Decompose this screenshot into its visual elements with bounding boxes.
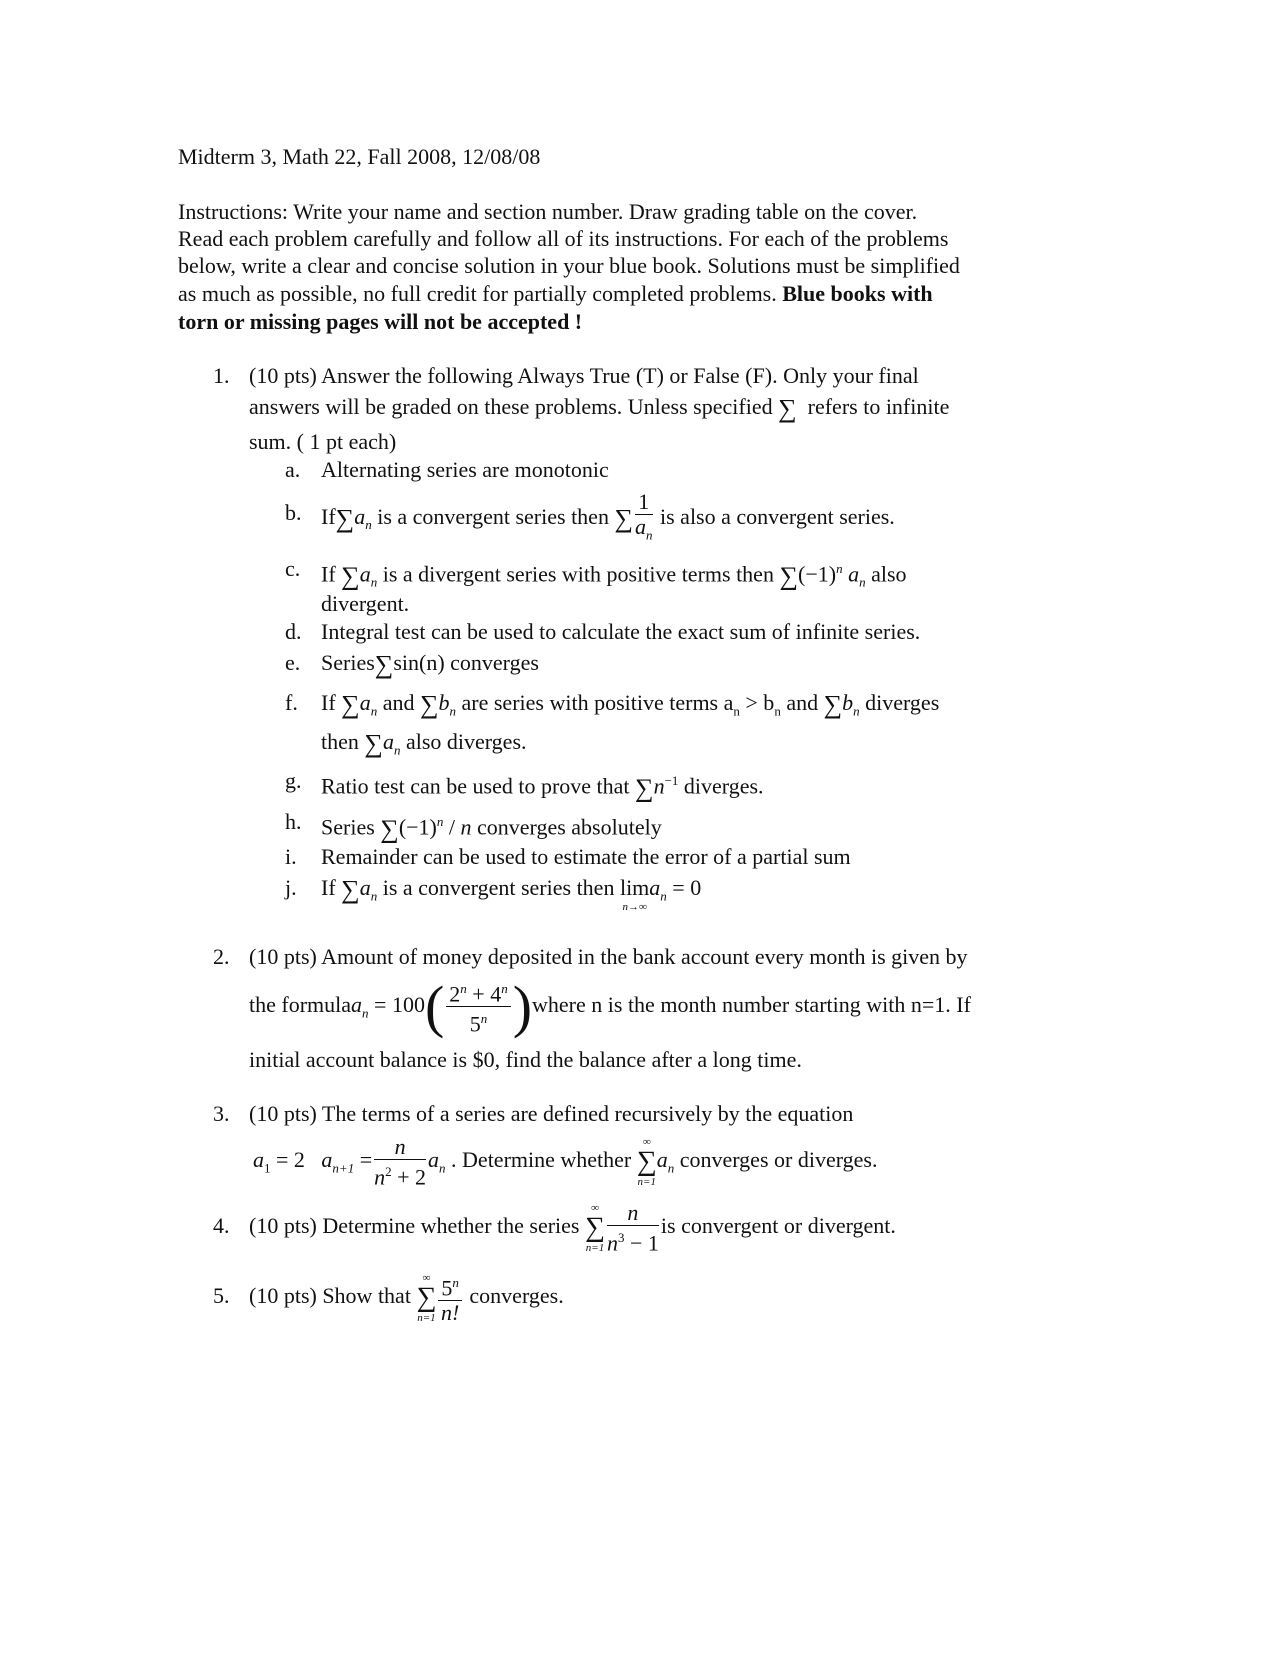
text: as much as possible, no full credit for partially completed problems. <box>178 281 783 306</box>
fraction <box>374 1135 426 1189</box>
text: also diverges. <box>405 729 527 754</box>
sigma-symbol: ∑ <box>636 1145 657 1177</box>
var: a <box>656 1147 668 1172</box>
text: > b <box>739 690 775 715</box>
var: n <box>606 1230 618 1256</box>
sigma-symbol: ∑ <box>635 773 654 803</box>
text: = 2 <box>276 1147 305 1172</box>
problem-number: 1. <box>213 363 230 388</box>
var: n <box>646 527 653 543</box>
problem-text <box>249 1196 896 1256</box>
text: is a convergent series then <box>377 503 609 529</box>
denominator <box>607 1226 659 1255</box>
denominator <box>446 1007 510 1036</box>
text: are series with positive terms a <box>461 690 734 715</box>
sigma-symbol: ∑ <box>419 690 439 719</box>
text: the formula <box>249 992 352 1017</box>
text: then <box>321 729 359 754</box>
var: n <box>853 703 860 719</box>
var: n <box>436 814 444 829</box>
var: a <box>848 561 860 587</box>
n: + 4 <box>466 981 502 1007</box>
item-label: a. <box>285 457 301 482</box>
var: a <box>321 1147 333 1172</box>
var: a <box>253 1147 264 1172</box>
text: converges. <box>469 1283 564 1308</box>
problem-number: 3. <box>213 1101 230 1126</box>
text: diverges <box>865 690 940 715</box>
sigma-symbol: ∑ <box>585 1211 605 1243</box>
problem-formula-line <box>253 1132 877 1196</box>
exponent: −1 <box>664 773 679 788</box>
text: refers to infinite <box>807 394 950 419</box>
text: diverges. <box>683 773 764 799</box>
lim-sub: n→∞ <box>622 901 647 913</box>
lower: n=1 <box>585 1241 605 1254</box>
denominator <box>374 1160 426 1189</box>
var: n <box>501 981 508 997</box>
sigma-symbol: ∑ <box>614 503 633 533</box>
sigma-symbol: ∑ <box>823 690 843 719</box>
item-label: f. <box>285 690 298 715</box>
eq: = <box>359 1147 373 1172</box>
var: a <box>359 875 371 900</box>
problem-text: (10 pts) The terms of a series are defined recursively by the equation <box>249 1101 854 1126</box>
text: If <box>321 690 336 715</box>
problem-text: (10 pts) Amount of money deposited in the bank account every month is given by <box>249 944 968 969</box>
var: n <box>393 742 401 758</box>
numerator <box>607 1201 659 1226</box>
text: = 0 <box>672 875 702 900</box>
item-i: Remainder can be used to estimate the error of a partial sum <box>321 844 851 869</box>
page-title: Midterm 3, Math 22, Fall 2008, 12/08/08 <box>178 144 541 169</box>
fraction <box>446 977 510 1037</box>
item-label: g. <box>285 768 302 793</box>
sigma-symbol: ∑ <box>341 690 360 719</box>
sigma-symbol: ∑ <box>779 561 798 591</box>
fraction <box>635 490 653 547</box>
sub: n <box>733 703 740 719</box>
sigma-symbol: ∑ <box>380 814 399 844</box>
item-g <box>321 769 764 803</box>
paren: ( <box>424 973 445 1039</box>
item-a: Alternating series are monotonic <box>321 457 609 482</box>
sub: n+1 <box>332 1160 355 1176</box>
lower: n=1 <box>417 1311 436 1324</box>
sigma-symbol: ∑ <box>416 1281 437 1313</box>
var: n <box>660 888 667 904</box>
numerator <box>446 977 510 1007</box>
item-f-cont <box>321 730 527 762</box>
var: n <box>370 703 378 719</box>
sigma-symbol: ∑ <box>374 650 394 679</box>
text: converges <box>450 650 539 675</box>
problem-text: initial account balance is $0, find the balance after a long time. <box>249 1047 802 1072</box>
sum <box>585 1201 605 1255</box>
text: (10 pts) Determine whether the series <box>249 1213 580 1238</box>
instructions-line: Read each problem carefully and follow all of its instructions. For each of the problems <box>178 226 949 251</box>
text: Series <box>321 650 375 675</box>
text: also <box>871 561 907 587</box>
d: 5 <box>469 1011 481 1037</box>
var: n <box>362 1005 369 1021</box>
sum <box>416 1271 436 1325</box>
problem-text: sum. ( 1 pt each) <box>249 429 397 454</box>
numerator <box>438 1271 462 1301</box>
text: where n is the month number starting with n=1. If <box>532 992 971 1017</box>
item-label: h. <box>285 809 302 834</box>
var: a <box>351 992 363 1017</box>
item-c-cont: divergent. <box>321 591 410 616</box>
text: is also a convergent series. <box>660 503 895 529</box>
upper: ∞ <box>422 1271 431 1284</box>
instructions-line <box>178 310 582 334</box>
problem-number: 5. <box>213 1283 230 1308</box>
sigma-symbol: ∑ <box>335 503 355 533</box>
item-e <box>321 651 539 677</box>
expr: (−1) <box>798 561 837 587</box>
item-label: d. <box>285 619 302 644</box>
var: n <box>460 981 467 997</box>
numerator <box>374 1135 426 1160</box>
text: is convergent or divergent. <box>660 1213 896 1238</box>
item-label: c. <box>285 556 301 581</box>
var: a <box>359 690 371 715</box>
text: . Determine whether <box>451 1147 632 1172</box>
lim: lim <box>619 875 650 900</box>
var: n <box>460 814 472 840</box>
var: n <box>370 888 378 904</box>
fraction <box>607 1201 659 1255</box>
sigma-symbol: ∑ <box>341 875 360 904</box>
var: a <box>428 1147 440 1172</box>
sigma-symbol: ∑ <box>778 394 797 423</box>
fraction <box>438 1271 462 1325</box>
item-f <box>321 691 939 723</box>
text: and <box>780 690 819 715</box>
text: Series <box>321 814 375 840</box>
item-d: Integral test can be used to calculate the exact sum of infinite series. <box>321 619 921 644</box>
sigma-symbol: ∑ <box>341 561 360 591</box>
var: n <box>394 1133 406 1159</box>
item-h <box>321 810 662 844</box>
text: is a divergent series with positive terms then <box>382 561 774 587</box>
var: n <box>859 574 866 590</box>
expr: / <box>443 814 461 840</box>
text: Ratio test can be used to prove that <box>321 773 630 799</box>
text: is a convergent series then <box>382 875 615 900</box>
d: − 1 <box>624 1230 659 1256</box>
problem-text <box>249 1266 564 1326</box>
item-j <box>321 876 701 914</box>
problem-number: 2. <box>213 944 230 969</box>
text: If <box>321 561 336 587</box>
text: answers will be graded on these problems. Unless specified <box>249 394 773 419</box>
expr: sin(n) <box>393 650 445 675</box>
denominator <box>438 1301 462 1325</box>
var: n <box>439 1160 446 1176</box>
var: n <box>653 773 665 799</box>
problem-text: (10 pts) Answer the following Always True (T) or False (F). Only your final <box>249 363 919 388</box>
var: b <box>842 690 854 715</box>
bold-warning: Blue books with <box>782 281 933 306</box>
upper: ∞ <box>591 1201 599 1214</box>
var: n <box>365 517 372 533</box>
instructions-line: below, write a clear and concise solution in your blue book. Solutions must be simplified <box>178 253 960 278</box>
problem-number: 4. <box>213 1213 230 1238</box>
text: and <box>382 690 415 715</box>
denominator <box>635 515 653 547</box>
var: a <box>382 729 394 754</box>
numerator: 1 <box>635 490 653 515</box>
var: a <box>635 514 646 539</box>
d: + 2 <box>391 1164 427 1190</box>
var: n <box>374 1164 386 1190</box>
sigma-symbol: ∑ <box>364 729 383 758</box>
var: n <box>452 1274 459 1290</box>
instructions-line <box>178 282 933 306</box>
var: n <box>449 703 457 719</box>
item-b <box>321 490 895 549</box>
exp: 3 <box>617 1229 625 1245</box>
text: converges or diverges. <box>679 1147 878 1172</box>
text: If <box>321 503 336 529</box>
var: b <box>438 690 450 715</box>
n: 5 <box>441 1275 453 1301</box>
bold-warning: torn or missing pages will not be accepted ! <box>178 309 583 334</box>
lower: n=1 <box>637 1175 656 1188</box>
var: n <box>627 1199 639 1225</box>
var: a <box>354 503 366 529</box>
text: If <box>321 875 336 900</box>
problem-text <box>249 395 949 421</box>
sum <box>637 1135 657 1189</box>
exp: 2 <box>385 1163 392 1179</box>
d: n! <box>441 1300 460 1326</box>
var: n <box>667 1160 675 1176</box>
upper: ∞ <box>642 1135 651 1148</box>
var: n <box>480 1011 488 1027</box>
item-c <box>321 557 907 595</box>
var: a <box>649 875 661 900</box>
problem-formula-line <box>249 975 971 1043</box>
expr: (−1) <box>398 814 437 840</box>
n: 2 <box>449 981 461 1007</box>
item-label: e. <box>285 650 301 675</box>
paren: ) <box>512 973 533 1039</box>
var: a <box>359 561 371 587</box>
var: n <box>370 574 378 590</box>
instructions-line: Instructions: Write your name and section number. Draw grading table on the cover. <box>178 199 918 224</box>
limit <box>620 876 649 914</box>
text: converges absolutely <box>477 814 662 840</box>
coef: = 100 <box>374 992 425 1017</box>
item-label: b. <box>285 500 302 525</box>
var: n <box>836 561 843 576</box>
sub: n <box>774 703 781 719</box>
text: (10 pts) Show that <box>249 1283 411 1308</box>
item-label: j. <box>285 875 297 900</box>
item-label: i. <box>285 844 297 869</box>
sub: 1 <box>264 1160 271 1176</box>
